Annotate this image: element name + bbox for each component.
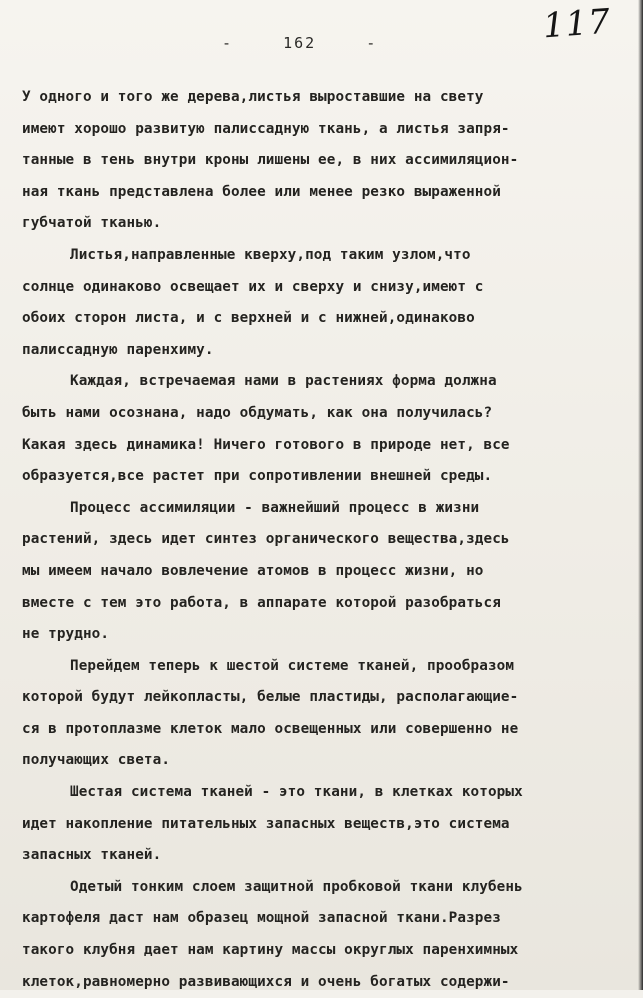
- scan-edge-shadow: [638, 0, 643, 990]
- text-line: растений, здесь идет синтез органического вещества,здесь: [22, 531, 510, 548]
- typewritten-text-body: [22, 82, 634, 998]
- text-line: Каждая, встречаемая нами в растениях форма должна: [70, 373, 497, 390]
- archive-number-handwritten: 117: [541, 1, 613, 47]
- text-line: губчатой тканью.: [22, 215, 162, 232]
- text-line: картофеля даст нам образец мощной запасной ткани.Разрез: [22, 910, 501, 927]
- text-line: не трудно.: [22, 626, 110, 643]
- text-line: ная ткань представлена более или менее резко выраженной: [22, 183, 501, 200]
- text-line: палиссадную паренхиму.: [22, 341, 214, 358]
- text-line: Перейдем теперь к шестой системе тканей, прообразом: [70, 657, 515, 674]
- text-line: образуется,все растет при сопротивлении внешней среды.: [22, 468, 493, 485]
- text-line: Процесс ассимиляции - важнейший процесс в жизни: [70, 499, 480, 516]
- text-line: которой будут лейкопласты, белые пластиды, располагающие-: [22, 689, 519, 706]
- text-line: получающих света.: [22, 752, 171, 769]
- text-line: ся в протоплазме клеток мало освещенных или совершенно не: [22, 720, 519, 737]
- text-line: обоих сторон листа, и с верхней и с нижней,одинаково: [22, 310, 475, 327]
- text-line: У одного и того же дерева,листья выроставшие на свету: [22, 89, 484, 105]
- text-line: Какая здесь динамика! Ничего готового в природе нет, все: [22, 436, 510, 453]
- text-line: клеток,равномерно развивающихся и очень богатых содержи-: [22, 973, 510, 990]
- text-line: солнце одинаково освещает их и сверху и снизу,имеют с: [22, 278, 484, 295]
- text-line: вместе с тем это работа, в аппарате которой разобраться: [22, 594, 501, 611]
- text-line: запасных тканей.: [22, 847, 162, 864]
- text-line: имеют хорошо развитую палиссадную ткань, а листья запря-: [22, 120, 510, 137]
- text-line: мы имеем начало вовлечение атомов в процесс жизни, но: [22, 562, 484, 579]
- text-line: быть нами осознана, надо обдумать, как она получилась?: [22, 404, 493, 421]
- text-line: Шестая система тканей - это ткани, в клетках которых: [70, 784, 523, 801]
- text-line: Листья,направленные кверху,под таким узлом,что: [70, 246, 471, 263]
- text-line: идет накопление питательных запасных веществ,это система: [22, 815, 510, 832]
- text-line: танные в тень внутри кроны лишены ее, в них ассимиляцион-: [22, 152, 519, 169]
- text-line: Одетый тонким слоем защитной пробковой ткани клубень: [70, 878, 523, 895]
- page-number: - 162 -: [222, 34, 378, 52]
- text-line: такого клубня дает нам картину массы округлых паренхимных: [22, 942, 519, 959]
